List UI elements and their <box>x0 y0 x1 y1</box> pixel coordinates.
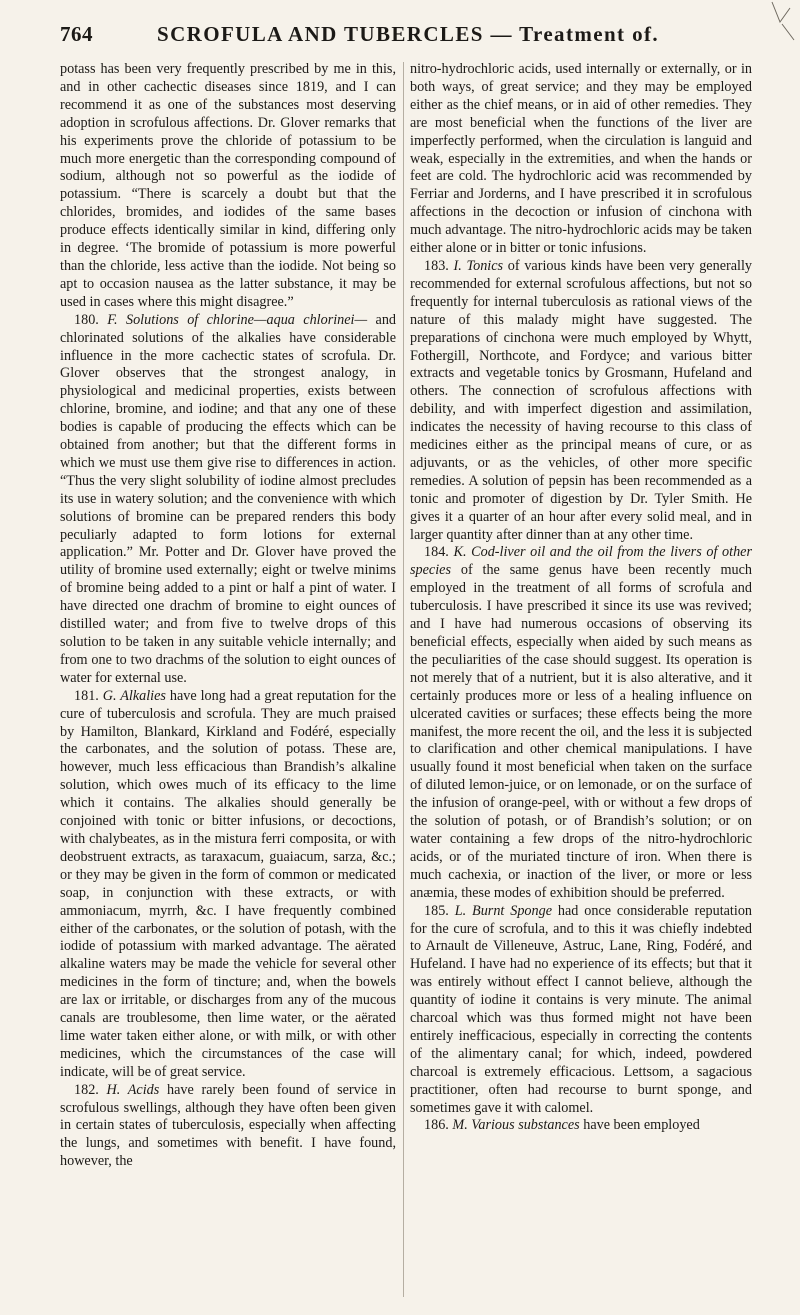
section-body: have rarely been found of service in scrofulous swellings, although they have often been given in certain states of tuberculosis, especially when affecting the lungs, and sometimes with benefit. I have found, however, the <box>60 1081 396 1170</box>
section-number: 183 <box>424 257 446 274</box>
section-body: and chlorinated solutions of the alkalies have considerable influence in the more cachectic states of scrofula. Dr. Glover observes that the strongest analogy, in physiological and medicinal properties, exists between chlorine, bromine, and iodine; and that any one of these bodies is capable of producing the effects which can be obtained from another; but that the different forms in which we must use them give rise to differences in action. “Thus the very slight solubility of iodine almost precludes its use in watery solution; and the convenience with which solutions of bromine can be prepared renders this body peculiarly adapted to form lotions for external application.” Mr. Potter and Dr. Glover have proved the utility of bromine used externally; eight or twelve minims of bromine being added to a pint or half a pint of water. I have directed one drachm of bromine to eight ounces of distilled water; and from five to twelve drops of this solution to be taken in any suitable vehicle internally; and from one to two drachms of the solution to eight ounces of water for external use. <box>60 311 397 686</box>
left-column <box>60 61 396 1171</box>
section-heading: K. Cod-liver oil and the oil from the livers of other species <box>410 544 752 579</box>
paragraph-continued: nitro-hydrochloric acids, used internally or externally, or in both ways, of great service; and they may be employed either as the chief means, or in aid of other remedies. They are most beneficial when the functions of the liver are imperfectly performed, when the circulation is languid and weak, especially in the extremities, and when the hands or feet are cold. The hydrochloric acid was recommended by Ferriar and Jorderns, and I have prescribed it in scrofulous affections in the decoction or infusion of cinchona with much advantage. The nitro-hydrochloric acids may be taken either alone or in bitter or tonic infusions. <box>410 61 752 257</box>
column-divider <box>403 62 404 1297</box>
paragraph-intro: potass has been very frequently prescribed by me in this, and in other cachectic diseases since 1819, and I can recommend it as one of the substances most deserving adoption in scrofulous affections. Dr. Glover remarks that his experiments prove the chloride of potassium to be much more energetic than the corresponding compound of sodium, although not so powerful as the iodide of potassium. “There is scarcely a doubt but that the chlorides, bromides, and iodides of the same bases produce effects identically similar in kind, differing only in degree. ‘The bromide of potassium is more powerful than the chloride, less active than the iodide. Not being so apt to occasion nausea as the latter substance, it may be used in cases where this might disagree.” <box>60 61 396 310</box>
page-corner-scribble <box>720 0 800 60</box>
section-number: 186 <box>424 1117 446 1134</box>
page-number: 764 <box>60 22 93 46</box>
section-183: 183. I. Tonics of various kinds have been very generally recommended for external scrofulous affections, but not so frequently for internal tuberculosis as rational views of the nature of this malady might have suggested. The preparations of cinchona were much employed by Whytt, Fothergill, Northcote, and Fordyce; and various bitter extracts and vegetable tonics by Grosmann, Hufeland and others. The connection of scrofulous affections with debility, and with imperfect digestion and assimilation, indicates the necessity of having recourse to this class of medicines either as the principal means of cure, or as adjuvants, or as the vehicles, of other more specific remedies. A solution of pepsin has been recommended as a tonic and promoter of digestion by Dr. Tyler Smith. He gives it a quarter of an hour after every solid meal, and in larger quantity after dinner than at any other time. <box>410 257 752 543</box>
section-number: 184 <box>424 544 446 561</box>
section-184: 184. K. Cod-liver oil and the oil from the livers of other species of the same genus have been recently much employed in the treatment of all forms of scrofula and tuberculosis. I have prescribed it since its use was revived; and I have had numerous occasions of observing its beneficial effects, especially when aided by such means as the peculiarities of the case should suggest. Its operation is not merely that of a nutrient, but it is also alterative, and it certainly produces more or less of a healing influence on ulcerated cavities or surfaces; these effects being the more manifest, the more recent the oil, and the less it is subjected to clarification and other chemical manipulations. I have usually found it most beneficial when taken on the surface of diluted lemon-juice, or on lemonade, or on the surface of the infusion of orange-peel, with or without a few drops of the solution of potash, or of Brandish’s solution; or on water containing a few drops of the nitro-hydrochloric acids, or of the muriated tincture of iron. When there is much cachexia, or inaction of the liver, or more or less anæmia, these modes of exhibition should be preferred. <box>410 544 753 901</box>
section-185: 185. L. Burnt Sponge had once considerable reputation for the cure of scrofula, and to this it was chiefly indebted to Arnault de Villeneuve, Astruc, Lane, Ring, Fodéré, and Hufeland. I have had no experience of its effects; but that it was entirely without effect I cannot believe, although the quantity of iodine it contains is very minute. The animal charcoal which was thus formed might not have been entirely inefficacious, especially in correcting the contents of the alimentary canal; for which, indeed, powdered charcoal is extremely efficacious. Lettsom, a sagacious practitioner, often had recourse to burnt sponge, and sometimes gave it with calomel. <box>410 902 753 1116</box>
section-heading: L. Burnt Sponge <box>454 902 552 919</box>
section-body: have long had a great reputation for the cure of tuberculosis and scrofula. They are much praised by Hamilton, Blankard, Kirkland and Fodéré, especially the carbonates, and the solution of potass. These are, however, much less efficacious than Brandish’s alkaline solution, which owes much of its efficacy to the lime which it contains. The alkalies should generally be conjoined with tonic or bitter infusions, or decoctions, with chalybeates, as in the mistura ferri composita, or with deobstruent extracts, as taraxacum, guaiacum, sarza, &c.; or they may be given in the form of common or medicated soap, in conjunction with these extracts, or with ammoniacum, myrrh, &c. I have frequently combined either of the carbonates, or the solution of potash, with the iodide of potassium with marked advantage. The aërated alkaline waters may be made the vehicle for several other medicines in the form of tincture; and, when the bowels are lax or irritable, or discharges from any of the mucous canals are troublesome, then lime water, or the aërated lime water taken either alone, or with milk, or with other medicines, which the circumstances of the case will indicate, will be of great service. <box>60 687 396 1080</box>
section-heading: I. Tonics <box>453 257 504 274</box>
section-number: 185 <box>424 902 446 919</box>
section-180: 180. F. Solutions of chlorine—aqua chlorinei— and chlorinated solutions of the alkalies have considerable influence in the more cachectic states of scrofula. Dr. Glover observes that the strongest analogy, in physiological and medicinal properties, exists between chlorine, bromine, and iodine; and that any one of these bodies is capable of producing the effects which can be obtained from another; but that the different forms in which we must use them give rise to differences in action. “Thus the very slight solubility of iodine almost precludes its use in watery solution; and the convenience with which solutions of bromine can be prepared renders this body peculiarly adapted to form lotions for external application.” Mr. Potter and Dr. Glover have proved the utility of bromine used externally; eight or twelve minims of bromine being added to a pint or half a pint of water. I have directed one drachm of bromine to eight ounces of distilled water; and from five to twelve drops of this solution to be taken in any suitable vehicle internally; and from one to two drachms of the solution to eight ounces of water for external use. <box>60 311 397 686</box>
section-186: 186. M. Various substances have been employed <box>424 1117 700 1134</box>
section-body: of the same genus have been recently much employed in the treatment of all forms of scrofula and tuberculosis. I have prescribed it since its use was revived; and I have had numerous occasions of observing its beneficial effects, especially when aided by such means as the peculiarities of the case should suggest. Its operation is not merely that of a nutrient, but it is also alterative, and it certainly produces more or less of a healing influence on ulcerated cavities or surfaces; these effects being the more manifest, the more recent the oil, and the less it is subjected to clarification and other chemical manipulations. I have usually found it most beneficial when taken on the surface of diluted lemon-juice, or on lemonade, or on the surface of the infusion of orange-peel, with or without a few drops of the solution of potash, or of Brandish’s solution; or on water containing a few drops of the nitro-hydrochloric acids, or of the muriated tincture of iron. When there is much cachexia, or inaction of the liver, or more or less anæmia, these modes of exhibition should be preferred. <box>410 562 753 901</box>
page-header <box>60 22 784 52</box>
right-column <box>410 61 752 1135</box>
section-number: 181 <box>74 687 96 704</box>
section-number: 180 <box>74 311 96 328</box>
section-body: had once considerable reputation for the cure of scrofula, and to this it was chiefly indebted to Arnault de Villeneuve, Astruc, Lane, Ring, Fodéré, and Hufeland. I have had no experience of its effects; but that it was entirely without effect I cannot believe, although the quantity of iodine it contains is very minute. The animal charcoal which was thus formed might not have been entirely inefficacious, especially in correcting the contents of the alimentary canal; for which, indeed, powdered charcoal is extremely efficacious. Lettsom, a sagacious practitioner, often had recourse to burnt sponge, and sometimes gave it with calomel. <box>410 902 753 1116</box>
section-body: have been employed <box>583 1117 700 1134</box>
section-heading: G. Alkalies <box>102 687 166 704</box>
section-heading: H. Acids <box>106 1081 160 1098</box>
section-181: 181. G. Alkalies have long had a great reputation for the cure of tuberculosis and scrofula. They are much praised by Hamilton, Blankard, Kirkland and Fodéré, especially the carbonates, and the solution of potass. These are, however, much less efficacious than Brandish’s alkaline solution, which owes much of its efficacy to the lime which it contains. The alkalies should generally be conjoined with tonic or bitter infusions, or decoctions, with chalybeates, as in the mistura ferri composita, or with deobstruent extracts, as taraxacum, guaiacum, sarza, &c.; or they may be given in the form of common or medicated soap, in conjunction with these extracts, or with ammoniacum, myrrh, &c. I have frequently combined either of the carbonates, or the solution of potash, with the iodide of potassium with marked advantage. The aërated alkaline waters may be made the vehicle for several other medicines in the form of tincture; and, when the bowels are lax or irritable, or discharges from any of the mucous canals are troublesome, then lime water, or the aërated lime water taken either alone, or with milk, or with other medicines, which the circumstances of the case will indicate, will be of great service. <box>60 687 396 1080</box>
section-heading: M. Various substances <box>452 1117 580 1134</box>
section-number: 182 <box>74 1081 96 1098</box>
section-body: of various kinds have been very generally recommended for external scrofulous affections, but not so frequently for internal tuberculosis as rational views of the nature of this malady might have suggested. The preparations of cinchona were much employed by Whytt, Fothergill, Northcote, and Fordyce; and various bitter extracts and vegetable tonics by Grosmann, Hufeland and others. The connection of scrofulous affections with debility, and with imperfect digestion and assimilation, indicates the necessity of having recourse to this class of medicines either as the principal means of cure, or as adjuvants, or as the vehicles, of other more specific remedies. A solution of pepsin has been recommended as a tonic and promoter of digestion by Dr. Tyler Smith. He gives it a quarter of an hour after every solid meal, and in larger quantity after dinner than at any other time. <box>410 257 752 543</box>
running-title: SCROFULA AND TUBERCLES — Treatment of. <box>157 22 660 46</box>
section-182: 182. H. Acids have rarely been found of service in scrofulous swellings, although they have often been given in certain states of tuberculosis, especially when affecting the lungs, and sometimes with benefit. I have found, however, the <box>60 1081 396 1170</box>
section-heading: F. Solutions of chlorine—aqua chlorinei— <box>107 311 368 328</box>
